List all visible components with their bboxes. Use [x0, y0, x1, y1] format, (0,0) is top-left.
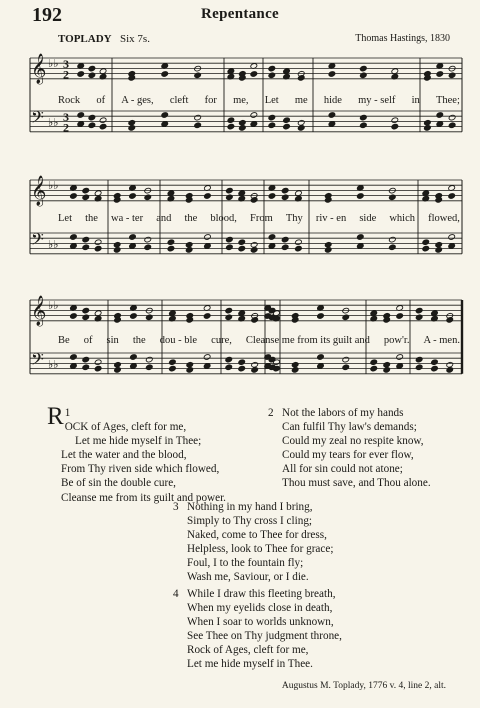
- time-signature-digit: 2: [63, 67, 69, 82]
- note-head: [268, 234, 276, 241]
- note-head: [436, 112, 444, 119]
- note-head: [113, 247, 121, 254]
- section-title: Repentance: [201, 6, 279, 22]
- note-head: [225, 307, 233, 314]
- note-head: [146, 314, 154, 321]
- note-head: [167, 239, 175, 246]
- note-head: [268, 193, 276, 200]
- note-head: [146, 356, 154, 363]
- lyric-syllable: From: [250, 213, 273, 224]
- note-head: [70, 313, 78, 320]
- note-head: [238, 239, 246, 246]
- note-head: [448, 114, 456, 121]
- note-head: [186, 367, 194, 374]
- note-head: [324, 247, 332, 254]
- bass-clef-icon: 𝄢: [31, 107, 44, 131]
- lyric-syllable: the: [184, 213, 198, 224]
- note-head: [328, 112, 336, 119]
- note-head: [130, 313, 138, 320]
- lyric-syllable: blood,: [210, 213, 237, 224]
- note-head: [251, 367, 259, 374]
- verse-line: Helpless, look to Thee for grace;: [187, 543, 334, 556]
- note-head: [82, 187, 90, 194]
- meter: Six 7s.: [120, 33, 150, 45]
- note-head: [88, 122, 96, 129]
- note-head: [250, 71, 258, 78]
- verse-line: Rock of Ages, cleft for me,: [187, 644, 309, 657]
- note-head: [226, 236, 234, 243]
- verse-line: When I soar to worlds unknown,: [187, 616, 334, 629]
- verse-number: 2: [268, 407, 274, 419]
- lyric-syllable: Rock: [58, 95, 81, 106]
- drop-cap: R: [47, 403, 64, 430]
- note-head: [146, 364, 154, 371]
- note-head: [227, 123, 235, 130]
- note-head: [268, 72, 276, 79]
- note-head: [226, 244, 234, 251]
- lyric-syllable: A - ges,: [121, 95, 154, 106]
- note-head: [297, 125, 305, 132]
- note-head: [291, 367, 299, 374]
- note-head: [391, 117, 399, 124]
- treble-clef-icon: 𝄞: [31, 296, 47, 326]
- key-signature-icon: ♭♭: [48, 116, 59, 129]
- note-head: [77, 112, 85, 119]
- note-head: [342, 356, 350, 363]
- verse-line: Not the labors of my hands: [282, 407, 404, 419]
- note-head: [268, 114, 276, 121]
- lyric-syllable: dou - ble: [159, 335, 198, 346]
- verse-line: OCK of Ages, cleft for me,: [64, 421, 187, 434]
- note-head: [431, 359, 439, 366]
- note-head: [281, 244, 289, 251]
- lyric-syllable: me: [294, 95, 308, 106]
- note-head: [144, 236, 152, 243]
- note-head: [317, 354, 325, 361]
- note-head: [357, 193, 365, 200]
- verse-2: [268, 406, 468, 491]
- treble-clef-icon: 𝄞: [31, 54, 47, 84]
- note-head: [396, 313, 404, 320]
- lyric-syllable: Cleanse me from its guilt and: [245, 335, 370, 346]
- note-head: [268, 65, 276, 72]
- verse-line: Can fulfil Thy law's demands;: [282, 421, 417, 434]
- note-head: [370, 365, 378, 372]
- note-head: [422, 239, 430, 246]
- note-head: [194, 114, 202, 121]
- verse-line: Could my zeal no respite know,: [282, 435, 424, 448]
- note-head: [169, 365, 177, 372]
- key-signature-icon: ♭♭: [48, 238, 59, 251]
- note-head: [283, 117, 291, 124]
- verse-line: Could my tears for ever flow,: [282, 449, 414, 462]
- verse-line: Wash me, Saviour, or I die.: [187, 571, 309, 584]
- verse-line: See Thee on Thy judgment throne,: [187, 630, 342, 643]
- lyric-syllable: of: [83, 335, 93, 346]
- note-head: [415, 314, 423, 321]
- lyric-syllable: for: [204, 95, 217, 106]
- note-head: [360, 122, 368, 129]
- note-head: [203, 313, 211, 320]
- note-head: [70, 193, 78, 200]
- bass-clef-icon: 𝄢: [31, 229, 44, 253]
- note-head: [360, 72, 368, 79]
- note-head: [281, 194, 289, 201]
- note-head: [238, 245, 246, 252]
- note-head: [391, 123, 399, 130]
- note-head: [161, 112, 169, 119]
- lyric-syllable: pow'r.: [383, 335, 410, 346]
- lyric-syllable: of: [96, 95, 106, 106]
- note-head: [88, 114, 96, 121]
- note-head: [383, 367, 391, 374]
- note-head: [328, 71, 336, 78]
- note-head: [360, 114, 368, 121]
- note-head: [144, 244, 152, 251]
- lyric-syllable: A - men.: [423, 335, 460, 346]
- note-head: [77, 71, 85, 78]
- music-system-2: [0, 172, 480, 282]
- note-head: [82, 236, 90, 243]
- note-head: [448, 72, 456, 79]
- lyric-syllable: the: [132, 335, 146, 346]
- note-head: [435, 247, 443, 254]
- note-head: [161, 71, 169, 78]
- note-head: [342, 314, 350, 321]
- note-head: [295, 239, 303, 246]
- verse-line: While I draw this fleeting breath,: [187, 588, 336, 600]
- verse-4: [173, 587, 403, 672]
- note-head: [94, 245, 102, 252]
- verse-line: Foul, I to the fountain fly;: [187, 557, 304, 570]
- verse-line: Let the water and the blood,: [61, 449, 187, 462]
- note-head: [203, 354, 211, 361]
- lyric-line-2: [58, 213, 460, 224]
- note-head: [82, 356, 90, 363]
- note-head: [415, 356, 423, 363]
- note-head: [389, 194, 397, 201]
- note-head: [204, 234, 212, 241]
- note-head: [225, 314, 233, 321]
- note-head: [446, 367, 454, 374]
- note-head: [130, 354, 138, 361]
- note-head: [114, 367, 122, 374]
- note-head: [129, 193, 137, 200]
- note-head: [250, 247, 258, 254]
- note-head: [281, 236, 289, 243]
- note-head: [169, 359, 177, 366]
- lyric-line-1: [58, 95, 460, 106]
- verse-number: 1: [64, 407, 71, 419]
- lyric-syllable: and: [156, 213, 172, 224]
- note-head: [82, 314, 90, 321]
- lyric-syllable: side: [359, 213, 377, 224]
- verse-3: [173, 500, 393, 585]
- note-head: [226, 187, 234, 194]
- note-head: [94, 239, 102, 246]
- note-head: [396, 354, 404, 361]
- verse-line: All for sin could not atone;: [282, 463, 403, 476]
- lyric-syllable: Let: [264, 95, 279, 106]
- note-head: [436, 71, 444, 78]
- note-head: [283, 123, 291, 130]
- note-head: [194, 122, 202, 129]
- note-head: [144, 194, 152, 201]
- note-head: [167, 245, 175, 252]
- note-head: [225, 364, 233, 371]
- note-head: [422, 245, 430, 252]
- verse-line: Thou must save, and Thou alone.: [282, 477, 431, 490]
- note-head: [194, 72, 202, 79]
- note-head: [342, 364, 350, 371]
- verse-line: From Thy riven side which flowed,: [61, 463, 220, 476]
- verse-line: Simply to Thy cross I cling;: [187, 515, 313, 528]
- note-head: [389, 236, 397, 243]
- note-head: [129, 234, 137, 241]
- note-head: [415, 364, 423, 371]
- time-signature-digit: 2: [63, 120, 69, 135]
- lyric-syllable: wa - ter: [111, 213, 144, 224]
- note-head: [431, 365, 439, 372]
- note-head: [415, 307, 423, 314]
- composer: Thomas Hastings, 1830: [355, 33, 450, 44]
- note-head: [226, 194, 234, 201]
- bass-clef-icon: 𝄢: [31, 349, 44, 373]
- note-head: [281, 187, 289, 194]
- note-head: [238, 359, 246, 366]
- verse-line: Let me hide myself in Thee;: [75, 435, 202, 448]
- note-head: [357, 234, 365, 241]
- lyric-syllable: Be: [58, 335, 70, 346]
- note-head: [70, 234, 78, 241]
- lyric-syllable: in: [411, 95, 420, 106]
- time-signature-digit: 3: [63, 110, 69, 124]
- note-head: [94, 365, 102, 372]
- lyric-syllable: the: [85, 213, 98, 224]
- verse-line: When my eyelids close in death,: [187, 602, 333, 615]
- note-head: [360, 65, 368, 72]
- lyric-line-3: [58, 335, 460, 346]
- note-head: [225, 356, 233, 363]
- lyric-syllable: Let: [58, 213, 72, 224]
- note-head: [82, 364, 90, 371]
- lyric-syllable: me,: [233, 95, 249, 106]
- note-head: [239, 125, 247, 132]
- note-head: [448, 122, 456, 129]
- note-head: [99, 117, 107, 124]
- note-head: [250, 112, 258, 119]
- note-head: [448, 193, 456, 200]
- note-head: [227, 117, 235, 124]
- tune-name: TOPLADY: [58, 33, 112, 45]
- note-head: [389, 244, 397, 251]
- note-head: [185, 247, 193, 254]
- lyric-syllable: riv - en: [315, 213, 347, 224]
- note-head: [94, 359, 102, 366]
- note-head: [82, 244, 90, 251]
- verse-line: Cleanse me from its guilt and power.: [61, 491, 226, 504]
- note-head: [424, 125, 432, 132]
- verse-line: Let me hide myself in Thee.: [187, 658, 313, 671]
- verse-number: 3: [173, 501, 179, 513]
- note-head: [268, 122, 276, 129]
- verse-line: Nothing in my hand I bring,: [187, 501, 313, 513]
- note-head: [448, 234, 456, 241]
- note-head: [88, 72, 96, 79]
- verse-line: Be of sin the double cure,: [61, 477, 176, 490]
- note-head: [317, 313, 325, 320]
- lyric-syllable: my - self: [358, 95, 396, 106]
- lyric-syllable: which: [389, 213, 415, 224]
- lyric-syllable: flowed,: [428, 213, 460, 224]
- note-head: [295, 245, 303, 252]
- note-head: [204, 193, 212, 200]
- note-head: [99, 123, 107, 130]
- note-head: [128, 125, 136, 132]
- lyric-syllable: cleft: [169, 95, 189, 106]
- note-head: [238, 365, 246, 372]
- note-head: [88, 65, 96, 72]
- lyric-syllable: hide: [323, 95, 342, 106]
- time-signature-digit: 3: [63, 57, 69, 71]
- lyric-syllable: cure,: [211, 335, 232, 346]
- lyric-syllable: Thee;: [435, 95, 460, 106]
- lyric-syllable: Thy: [285, 213, 303, 224]
- lyric-syllable: sin: [106, 335, 119, 346]
- key-signature-icon: ♭♭: [48, 57, 59, 70]
- note-head: [70, 354, 78, 361]
- verse-line: Naked, come to Thee for dress,: [187, 529, 327, 542]
- note-head: [82, 194, 90, 201]
- key-signature-icon: ♭♭: [48, 358, 59, 371]
- music-system-3: [0, 292, 480, 402]
- verse-1: [47, 403, 262, 505]
- attribution: Augustus M. Toplady, 1776 v. 4, line 2, alt.: [281, 681, 446, 691]
- verse-number: 4: [173, 588, 179, 600]
- note-head: [370, 359, 378, 366]
- key-signature-icon: ♭♭: [48, 299, 59, 312]
- key-signature-icon: ♭♭: [48, 179, 59, 192]
- note-head: [82, 307, 90, 314]
- page-number: 192: [32, 4, 62, 26]
- treble-clef-icon: 𝄞: [31, 176, 47, 206]
